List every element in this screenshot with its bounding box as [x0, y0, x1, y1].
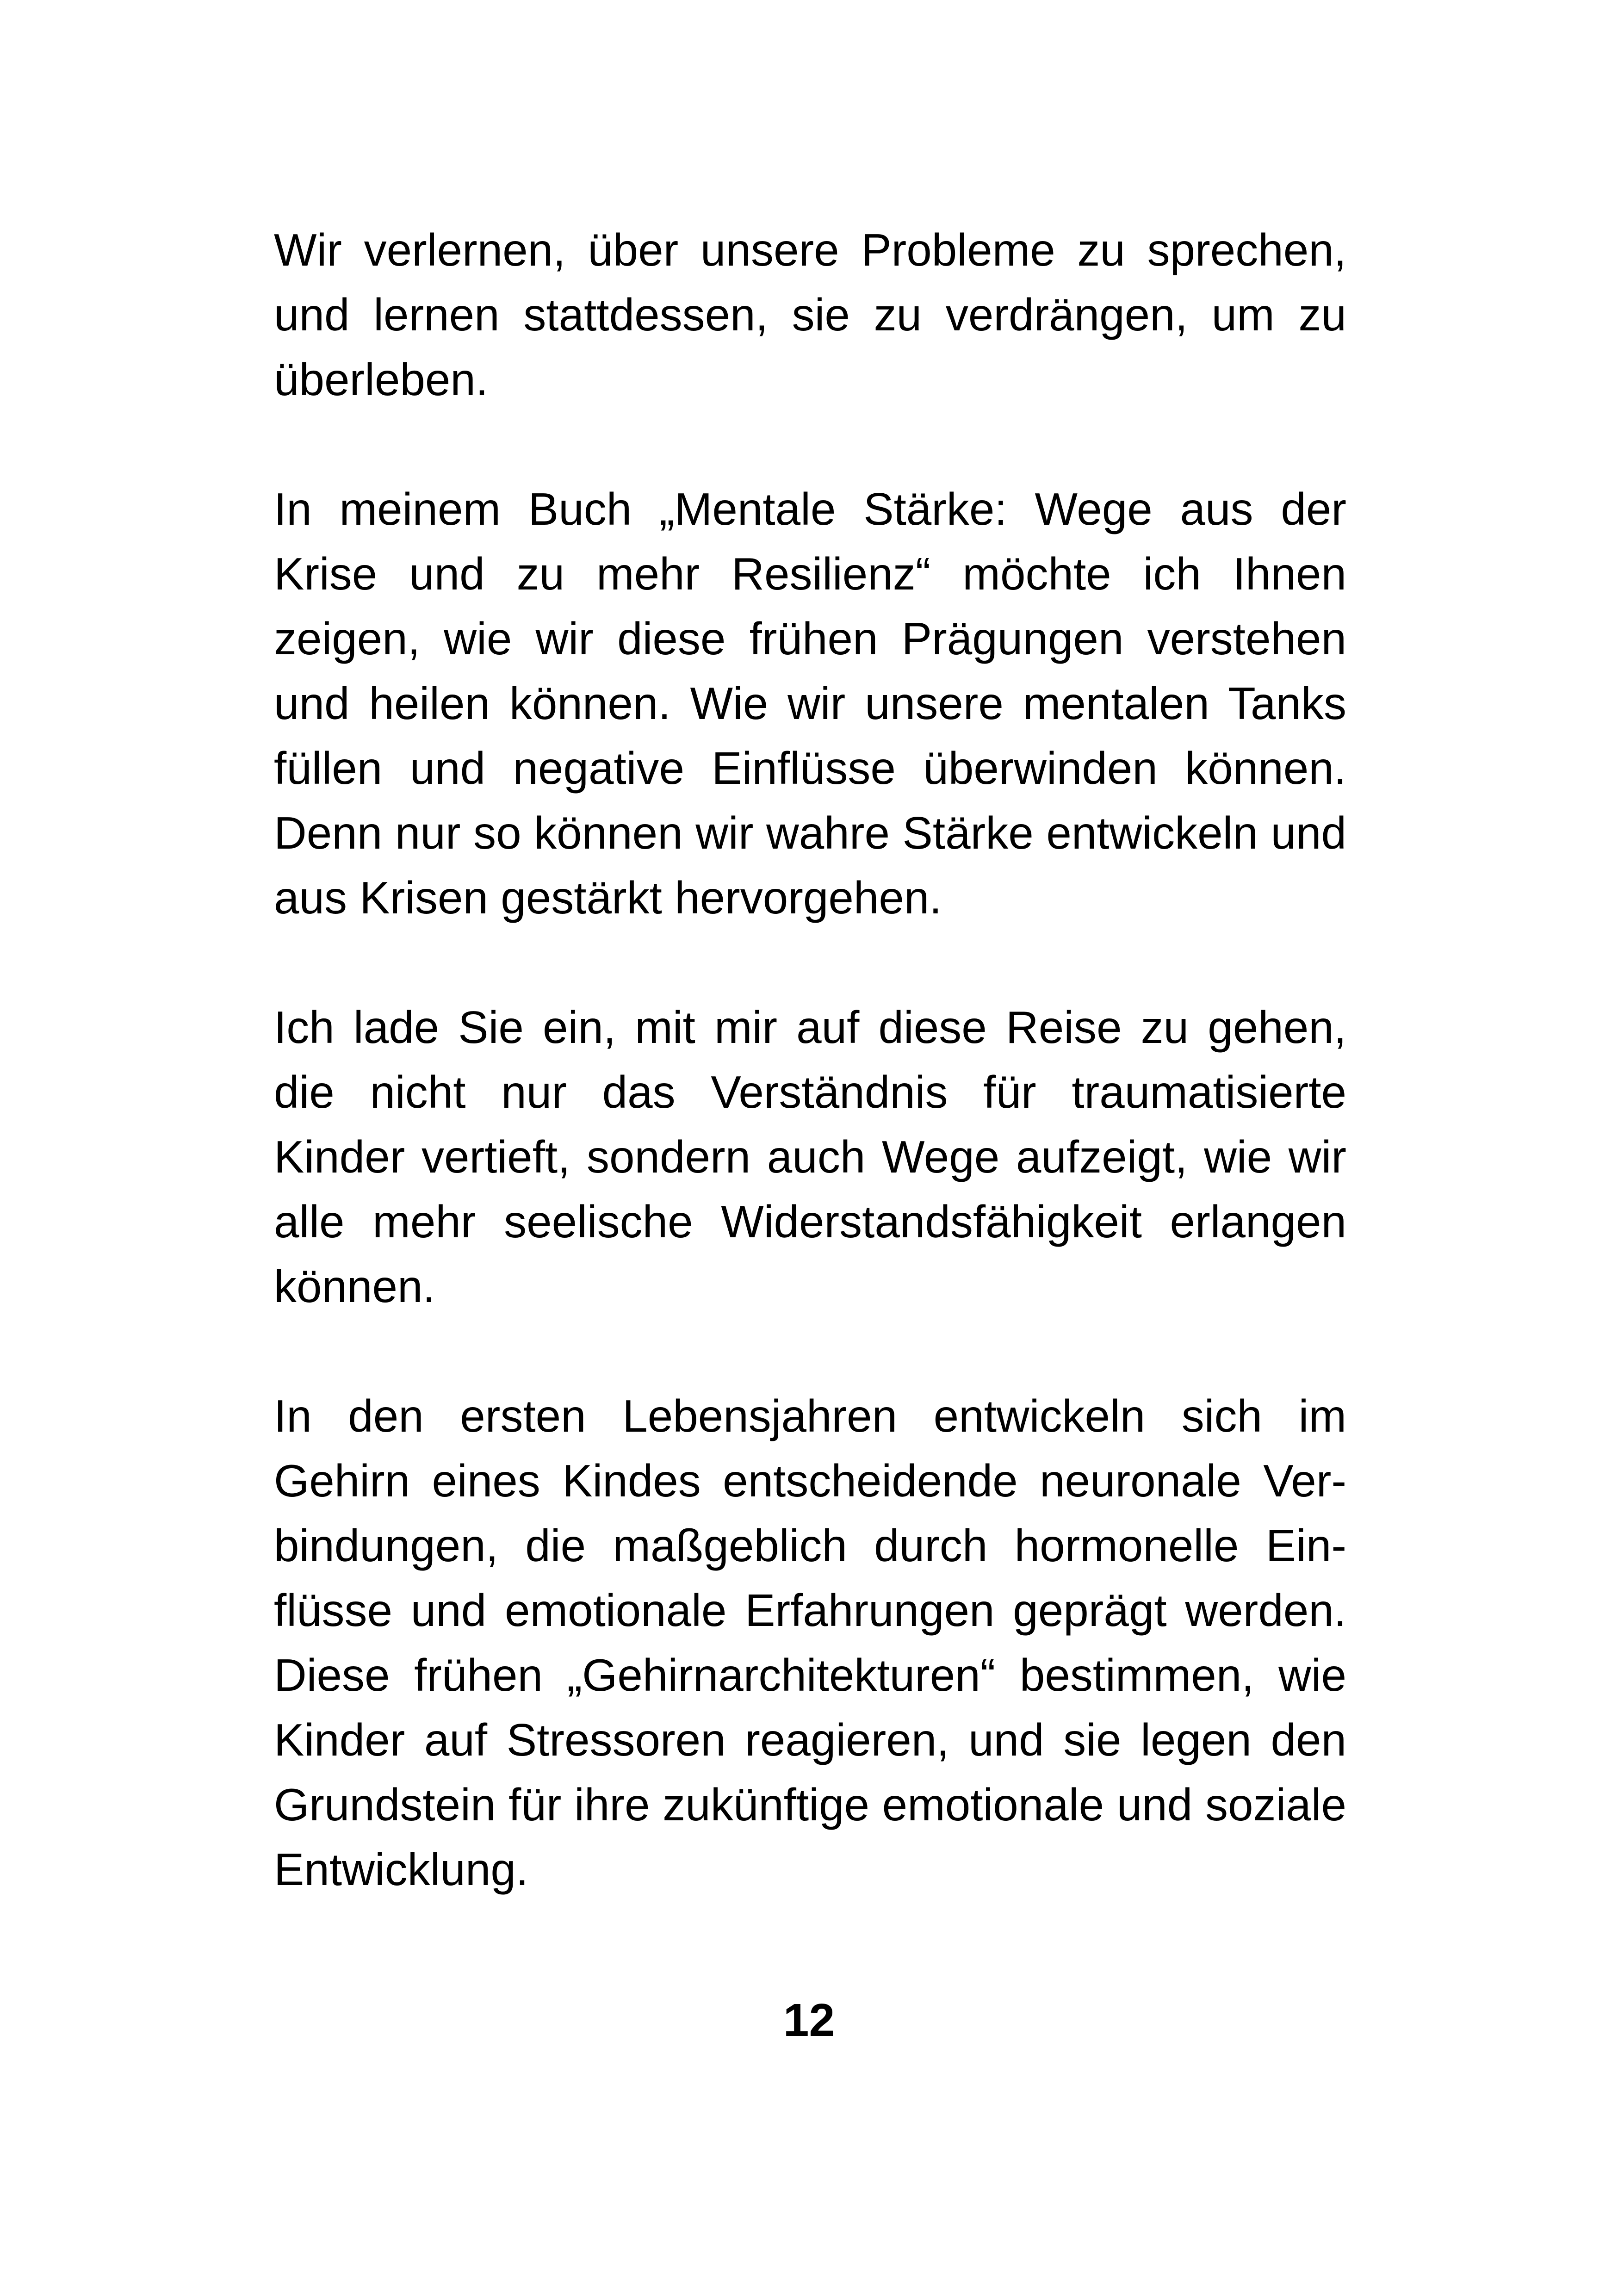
- page-number: 12: [783, 1994, 835, 2046]
- paragraph-4: In den ersten Lebensjahren entwickeln sich im Gehirn eines Kindes entscheidende neuronale Verbindungen, die maßgeblich durch hormonelle Einflüsse und emotionale Erfahrungen geprägt werden. Diese frühen „Gehirnarchitekturen“ bestimmen, wie Kinder auf Stressoren reagieren, und sie legen den Grundstein für ihre zukünftige emotionale und soziale Entwicklung.: [274, 1390, 1346, 1895]
- paragraph-1: Wir verlernen, über unsere Probleme zu sprechen, und lernen stattdessen, sie zu verdrängen, um zu überleben.: [274, 224, 1346, 405]
- body-text: [274, 217, 1346, 1902]
- paragraph-3: Ich lade Sie ein, mit mir auf diese Reise zu gehen, die nicht nur das Verständnis für traumatisierte Kinder vertieft, sondern auch Wege aufzeigt, wie wir alle mehr seelische Widerstandsfähigkeit erlangen können.: [274, 1002, 1346, 1312]
- paragraph-2: In meinem Buch „Mentale Stärke: Wege aus der Krise und zu mehr Resilienz“ möchte ich Ihnen zeigen, wie wir diese frühen Prägungen verstehen und heilen können. Wie wir unsere mentalen Tanks füllen und negative Einflüsse überwinden können. Denn nur so können wir wahre Stärke entwickeln und aus Krisen gestärkt hervorgehen.: [274, 484, 1346, 923]
